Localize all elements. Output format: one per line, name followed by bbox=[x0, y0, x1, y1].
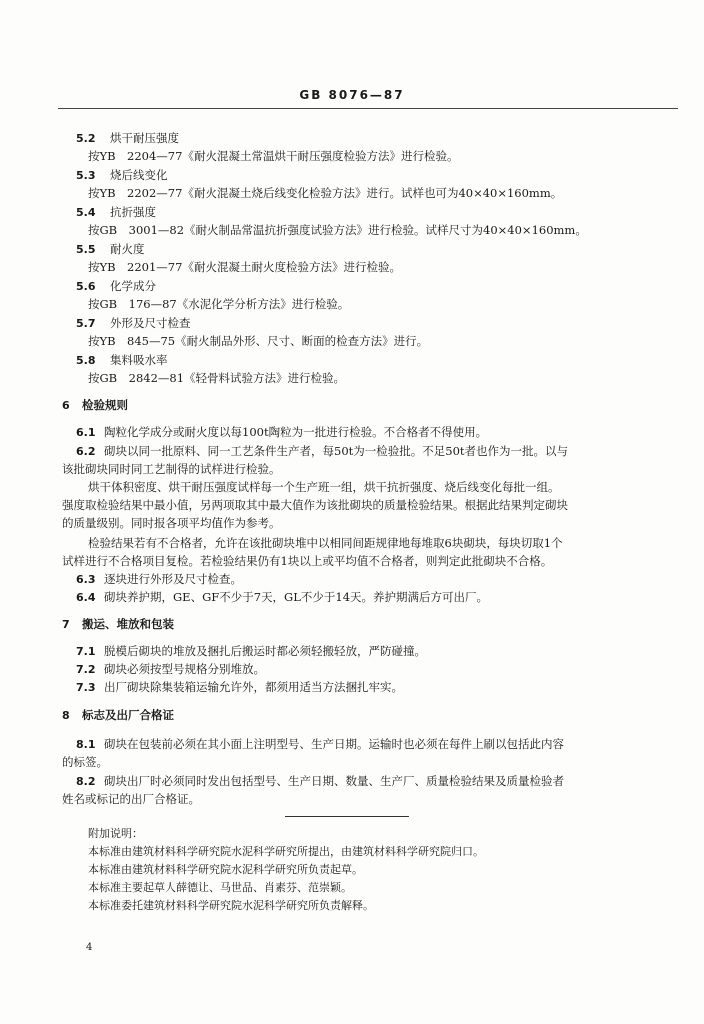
clause-text: 强度取检验结果中最小值，另两项取其中最大值作为该批砌块的质量检验结果。根据此结果判定砌块 bbox=[62, 498, 568, 512]
header-rule bbox=[58, 108, 678, 109]
chapter-title: 搬运、堆放和包装 bbox=[82, 617, 174, 631]
section-title: 烧后线变化 bbox=[110, 168, 168, 182]
section-number: 5.4 bbox=[76, 206, 96, 219]
section-number: 5.2 bbox=[76, 132, 96, 145]
section-title: 集料吸水率 bbox=[110, 353, 168, 367]
clause-number: 6.3 bbox=[76, 573, 96, 586]
page-header: GB 8076—87 bbox=[299, 88, 405, 102]
section-body: 按YB 2204—77《耐火混凝土常温烘干耐压强度检验方法》进行检验。 bbox=[88, 149, 459, 163]
clause-text: 检验结果若有不合格者，允许在该批砌块堆中以相同间距规律地每堆取6块砌块，每块切取1个 bbox=[88, 536, 563, 550]
section-number: 5.3 bbox=[76, 169, 96, 182]
clause-number: 8.1 bbox=[76, 738, 96, 751]
chapter-title: 检验规则 bbox=[82, 398, 128, 412]
notes-line: 本标准由建筑材料科学研究院水泥科学研究所负责起草。 bbox=[88, 863, 363, 876]
section-body: 按GB 3001—82《耐火制品常温抗折强度试验方法》进行检验。试样尺寸为40×40×160mm。 bbox=[88, 223, 587, 237]
section-body: 按GB 176—87《水泥化学分析方法》进行检验。 bbox=[88, 297, 350, 311]
clause-number: 6.4 bbox=[76, 591, 96, 604]
chapter-title: 标志及出厂合格证 bbox=[82, 708, 174, 722]
clause-text: 姓名或标记的出厂合格证。 bbox=[62, 792, 200, 806]
clause-text: 的标签。 bbox=[62, 755, 108, 769]
clause-number: 7.3 bbox=[76, 681, 96, 694]
notes-line: 本标准由建筑材料科学研究院水泥科学研究所提出，由建筑材料科学研究院归口。 bbox=[88, 845, 484, 858]
section-number: 5.7 bbox=[76, 317, 96, 330]
end-rule bbox=[285, 816, 409, 817]
section-title: 抗折强度 bbox=[110, 205, 156, 219]
clause-text: 该批砌块同时同工艺制得的试样进行检验。 bbox=[62, 462, 281, 476]
clause-number: 6.2 bbox=[76, 445, 96, 458]
clause-text: 砌块出厂时必须同时发出包括型号、生产日期、数量、生产厂、质量检验结果及质量检验者 bbox=[104, 774, 564, 788]
clause-number: 8.2 bbox=[76, 775, 96, 788]
clause-text: 的质量级别。同时报各项平均值作为参考。 bbox=[62, 516, 281, 530]
chapter-number: 8 bbox=[62, 709, 70, 722]
notes-title: 附加说明： bbox=[88, 827, 143, 840]
clause-text: 烘干体积密度、烘干耐压强度试样每一个生产班一组，烘干抗折强度、烧后线变化每批一组。 bbox=[88, 480, 560, 494]
notes-line: 本标准主要起草人薛德让、马世品、肖素芬、范崇颖。 bbox=[88, 881, 352, 894]
section-title: 外形及尺寸检查 bbox=[110, 316, 191, 330]
section-body: 按YB 2201—77《耐火混凝土耐火度检验方法》进行检验。 bbox=[88, 260, 401, 274]
section-body: 按GB 2842—81《轻骨料试验方法》进行检验。 bbox=[88, 371, 346, 385]
clause-text: 砌块以同一批原料、同一工艺条件生产者，每50t为一检验批。不足50t者也作为一批。以与 bbox=[104, 444, 569, 458]
chapter-number: 7 bbox=[62, 618, 70, 631]
clause-text: 试样进行不合格项目复检。若检验结果仍有1块以上或平均值不合格者，则判定此批砌块不合格。 bbox=[62, 554, 553, 568]
clause-number: 7.1 bbox=[76, 645, 96, 658]
section-number: 5.8 bbox=[76, 354, 96, 367]
section-body: 按YB 845—75《耐火制品外形、尺寸、断面的检查方法》进行。 bbox=[88, 334, 429, 348]
notes-line: 本标准委托建筑材料科学研究院水泥科学研究所负责解释。 bbox=[88, 899, 374, 912]
clause-number: 7.2 bbox=[76, 663, 96, 676]
section-title: 烘干耐压强度 bbox=[110, 131, 179, 145]
section-number: 5.5 bbox=[76, 243, 96, 256]
clause-text: 逐块进行外形及尺寸检查。 bbox=[104, 572, 242, 586]
clause-text: 砌块养护期，GE、GF不少于7天，GL不少于14天。养护期满后方可出厂。 bbox=[104, 590, 489, 604]
chapter-number: 6 bbox=[62, 399, 70, 412]
clause-text: 出厂砌块除集装箱运输允许外，都须用适当方法捆扎牢实。 bbox=[104, 680, 403, 694]
section-body: 按YB 2202—77《耐火混凝土烧后线变化检验方法》进行。试样也可为40×40×160mm。 bbox=[88, 186, 563, 200]
clause-text: 陶粒化学成分或耐火度以每100t陶粒为一批进行检验。不合格者不得使用。 bbox=[104, 425, 488, 439]
page-number: 4 bbox=[86, 942, 93, 953]
clause-text: 脱模后砌块的堆放及捆扎后搬运时都必须轻搬轻放，严防碰撞。 bbox=[104, 644, 426, 658]
section-title: 化学成分 bbox=[110, 279, 156, 293]
clause-text: 砌块在包装前必须在其小面上注明型号、生产日期。运输时也必须在每件上刷以包括此内容 bbox=[104, 737, 564, 751]
section-number: 5.6 bbox=[76, 280, 96, 293]
clause-text: 砌块必须按型号规格分别堆放。 bbox=[104, 662, 265, 676]
clause-number: 6.1 bbox=[76, 426, 96, 439]
section-title: 耐火度 bbox=[110, 242, 145, 256]
